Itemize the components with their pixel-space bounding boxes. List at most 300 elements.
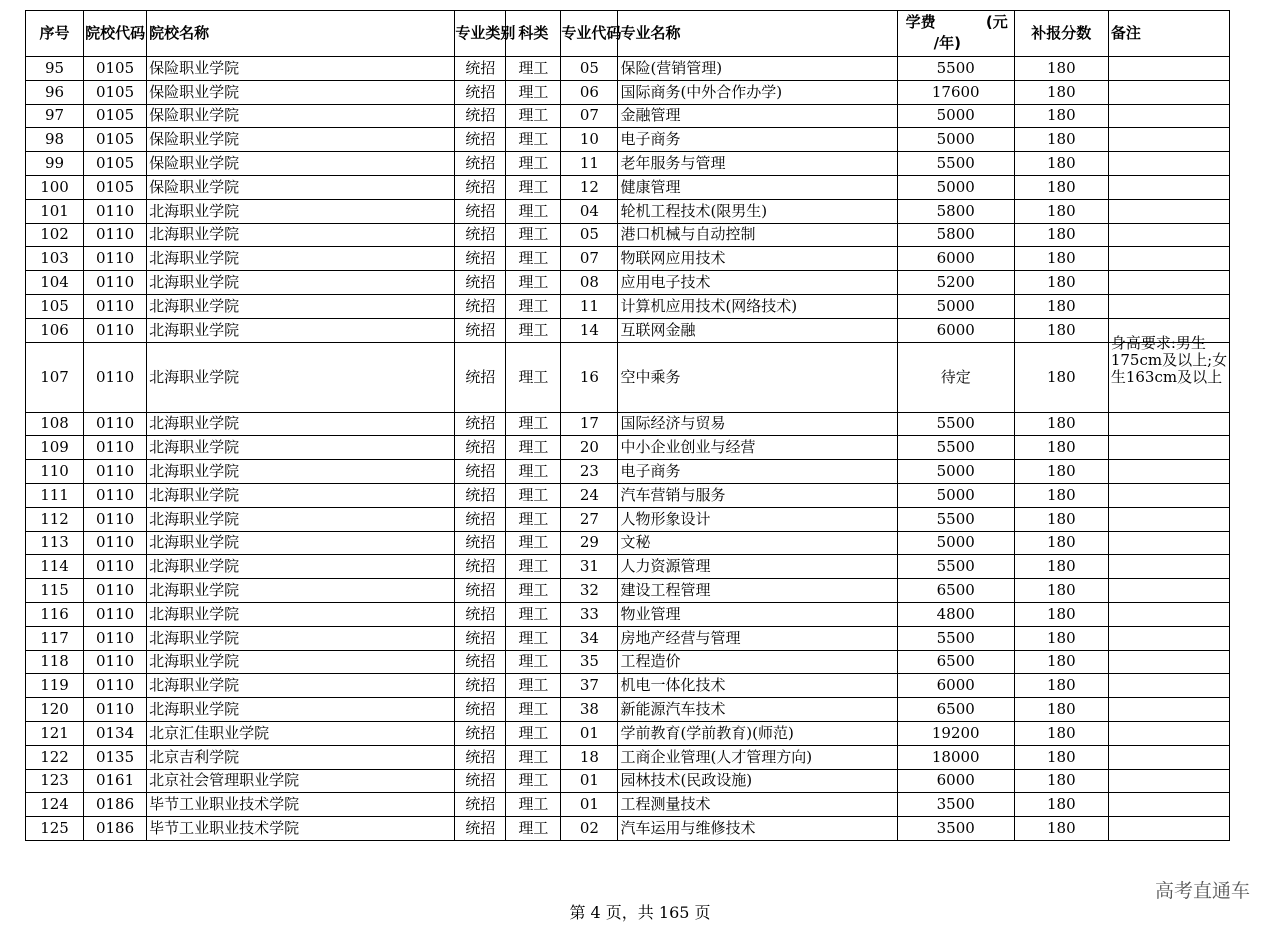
cell-major-code: 07	[561, 247, 618, 271]
cell-major-code: 05	[561, 57, 618, 81]
cell-score: 180	[1014, 793, 1108, 817]
cell-seq: 97	[26, 104, 84, 128]
cell-major-code: 18	[561, 745, 618, 769]
table-row	[26, 152, 1230, 176]
cell-major-name: 金融管理	[618, 104, 897, 128]
cell-school-code: 0105	[84, 80, 147, 104]
cell-major-name: 空中乘务	[618, 342, 897, 412]
cell-category: 理工	[506, 175, 561, 199]
cell-note	[1108, 128, 1229, 152]
table-row	[26, 817, 1230, 841]
cell-score: 180	[1014, 128, 1108, 152]
cell-note	[1108, 626, 1229, 650]
cell-major-code: 01	[561, 721, 618, 745]
table-row	[26, 602, 1230, 626]
cell-fee: 6500	[897, 650, 1014, 674]
cell-fee: 6000	[897, 247, 1014, 271]
cell-major-name: 互联网金融	[618, 318, 897, 342]
cell-major-type: 统招	[455, 223, 506, 247]
cell-category: 理工	[506, 342, 561, 412]
cell-major-type: 统招	[455, 650, 506, 674]
cell-school-name: 北海职业学院	[147, 531, 455, 555]
cell-score: 180	[1014, 674, 1108, 698]
cell-school-name: 北海职业学院	[147, 436, 455, 460]
cell-major-name: 国际商务(中外合作办学)	[618, 80, 897, 104]
cell-score: 180	[1014, 436, 1108, 460]
table-row	[26, 769, 1230, 793]
cell-major-code: 10	[561, 128, 618, 152]
table-row	[26, 460, 1230, 484]
cell-major-name: 新能源汽车技术	[618, 698, 897, 722]
cell-fee: 5500	[897, 152, 1014, 176]
cell-score: 180	[1014, 626, 1108, 650]
cell-category: 理工	[506, 318, 561, 342]
cell-seq: 110	[26, 460, 84, 484]
cell-school-name: 保险职业学院	[147, 104, 455, 128]
cell-major-name: 物业管理	[618, 602, 897, 626]
table-row	[26, 412, 1230, 436]
cell-fee: 5000	[897, 175, 1014, 199]
cell-note	[1108, 247, 1229, 271]
cell-major-type: 统招	[455, 579, 506, 603]
cell-school-code: 0105	[84, 104, 147, 128]
cell-major-name: 国际经济与贸易	[618, 412, 897, 436]
cell-major-name: 园林技术(民政设施)	[618, 769, 897, 793]
admission-table	[25, 10, 1230, 841]
cell-category: 理工	[506, 294, 561, 318]
header-row	[26, 11, 1230, 57]
table-row	[26, 531, 1230, 555]
cell-major-code: 14	[561, 318, 618, 342]
cell-fee: 4800	[897, 602, 1014, 626]
header-score: 补报分数	[1014, 11, 1108, 57]
cell-score: 180	[1014, 104, 1108, 128]
cell-major-code: 01	[561, 793, 618, 817]
cell-note	[1108, 80, 1229, 104]
cell-fee: 6500	[897, 698, 1014, 722]
cell-school-code: 0135	[84, 745, 147, 769]
cell-category: 理工	[506, 152, 561, 176]
cell-fee: 18000	[897, 745, 1014, 769]
table-row	[26, 247, 1230, 271]
header-major-type: 专业类别	[455, 11, 506, 57]
table-row	[26, 271, 1230, 295]
cell-school-name: 北海职业学院	[147, 579, 455, 603]
cell-major-name: 建设工程管理	[618, 579, 897, 603]
cell-seq: 100	[26, 175, 84, 199]
table-row	[26, 650, 1230, 674]
cell-major-name: 工程测量技术	[618, 793, 897, 817]
cell-category: 理工	[506, 199, 561, 223]
cell-score: 180	[1014, 817, 1108, 841]
cell-school-code: 0110	[84, 436, 147, 460]
cell-note	[1108, 436, 1229, 460]
header-seq: 序号	[26, 11, 84, 57]
cell-seq: 98	[26, 128, 84, 152]
cell-category: 理工	[506, 247, 561, 271]
cell-major-code: 33	[561, 602, 618, 626]
cell-major-code: 24	[561, 483, 618, 507]
cell-category: 理工	[506, 531, 561, 555]
cell-school-name: 北海职业学院	[147, 199, 455, 223]
cell-note	[1108, 460, 1229, 484]
cell-major-type: 统招	[455, 531, 506, 555]
cell-seq: 106	[26, 318, 84, 342]
cell-major-type: 统招	[455, 769, 506, 793]
cell-school-code: 0110	[84, 318, 147, 342]
cell-fee: 19200	[897, 721, 1014, 745]
cell-school-name: 北海职业学院	[147, 247, 455, 271]
cell-score: 180	[1014, 555, 1108, 579]
cell-major-type: 统招	[455, 199, 506, 223]
cell-school-name: 毕节工业职业技术学院	[147, 793, 455, 817]
header-major-name: 专业名称	[618, 11, 897, 57]
cell-note	[1108, 333, 1229, 412]
cell-note	[1108, 721, 1229, 745]
cell-school-code: 0110	[84, 223, 147, 247]
cell-school-name: 北海职业学院	[147, 626, 455, 650]
cell-major-code: 12	[561, 175, 618, 199]
cell-school-code: 0110	[84, 555, 147, 579]
cell-major-type: 统招	[455, 602, 506, 626]
cell-major-name: 港口机械与自动控制	[618, 223, 897, 247]
cell-fee: 5500	[897, 412, 1014, 436]
cell-fee: 5000	[897, 294, 1014, 318]
cell-score: 180	[1014, 745, 1108, 769]
cell-note	[1108, 412, 1229, 436]
cell-school-code: 0110	[84, 531, 147, 555]
cell-major-name: 工商企业管理(人才管理方向)	[618, 745, 897, 769]
cell-fee: 5500	[897, 626, 1014, 650]
cell-category: 理工	[506, 460, 561, 484]
cell-fee: 5800	[897, 199, 1014, 223]
header-note: 备注	[1108, 11, 1229, 57]
table-row	[26, 436, 1230, 460]
cell-major-name: 学前教育(学前教育)(师范)	[618, 721, 897, 745]
cell-school-code: 0110	[84, 412, 147, 436]
table-body	[26, 57, 1230, 841]
cell-note	[1108, 579, 1229, 603]
cell-seq: 122	[26, 745, 84, 769]
cell-school-name: 北海职业学院	[147, 223, 455, 247]
cell-seq: 109	[26, 436, 84, 460]
cell-category: 理工	[506, 698, 561, 722]
cell-school-code: 0186	[84, 817, 147, 841]
cell-school-code: 0110	[84, 602, 147, 626]
cell-score: 180	[1014, 175, 1108, 199]
cell-seq: 102	[26, 223, 84, 247]
header-category: 科类	[506, 11, 561, 57]
cell-school-name: 北海职业学院	[147, 318, 455, 342]
cell-fee: 6000	[897, 318, 1014, 342]
cell-major-name: 老年服务与管理	[618, 152, 897, 176]
cell-category: 理工	[506, 626, 561, 650]
cell-major-type: 统招	[455, 57, 506, 81]
cell-seq: 96	[26, 80, 84, 104]
cell-fee: 待定	[897, 342, 1014, 412]
cell-note	[1108, 531, 1229, 555]
cell-school-code: 0110	[84, 294, 147, 318]
cell-school-name: 北海职业学院	[147, 412, 455, 436]
cell-school-name: 北海职业学院	[147, 602, 455, 626]
cell-score: 180	[1014, 223, 1108, 247]
table-row	[26, 721, 1230, 745]
cell-category: 理工	[506, 817, 561, 841]
cell-seq: 114	[26, 555, 84, 579]
cell-fee: 5000	[897, 128, 1014, 152]
cell-category: 理工	[506, 412, 561, 436]
cell-category: 理工	[506, 104, 561, 128]
cell-category: 理工	[506, 793, 561, 817]
cell-seq: 105	[26, 294, 84, 318]
cell-note	[1108, 199, 1229, 223]
cell-category: 理工	[506, 602, 561, 626]
cell-major-type: 统招	[455, 152, 506, 176]
cell-major-type: 统招	[455, 626, 506, 650]
cell-major-name: 汽车营销与服务	[618, 483, 897, 507]
cell-major-code: 11	[561, 294, 618, 318]
cell-note	[1108, 555, 1229, 579]
cell-major-name: 健康管理	[618, 175, 897, 199]
cell-school-name: 北海职业学院	[147, 294, 455, 318]
cell-major-type: 统招	[455, 745, 506, 769]
cell-fee: 5000	[897, 460, 1014, 484]
cell-major-code: 04	[561, 199, 618, 223]
cell-school-name: 保险职业学院	[147, 80, 455, 104]
table-row	[26, 199, 1230, 223]
cell-score: 180	[1014, 602, 1108, 626]
cell-major-type: 统招	[455, 271, 506, 295]
cell-seq: 118	[26, 650, 84, 674]
table-row	[26, 223, 1230, 247]
cell-major-name: 人力资源管理	[618, 555, 897, 579]
cell-school-name: 保险职业学院	[147, 152, 455, 176]
table-row	[26, 80, 1230, 104]
header-fee-label: 学费	[905, 13, 936, 31]
cell-school-name: 保险职业学院	[147, 175, 455, 199]
cell-major-code: 07	[561, 104, 618, 128]
cell-major-code: 27	[561, 507, 618, 531]
cell-major-code: 23	[561, 460, 618, 484]
cell-category: 理工	[506, 745, 561, 769]
cell-major-name: 电子商务	[618, 460, 897, 484]
cell-major-name: 人物形象设计	[618, 507, 897, 531]
cell-school-name: 北海职业学院	[147, 483, 455, 507]
cell-school-name: 北京社会管理职业学院	[147, 769, 455, 793]
note-text: 身高要求:男生175cm及以上;女生163cm及以上	[1110, 333, 1228, 386]
cell-seq: 107	[26, 342, 84, 412]
cell-note	[1108, 104, 1229, 128]
table-row	[26, 294, 1230, 318]
cell-major-code: 05	[561, 223, 618, 247]
cell-major-type: 统招	[455, 674, 506, 698]
cell-fee: 6000	[897, 769, 1014, 793]
cell-score: 180	[1014, 650, 1108, 674]
cell-fee: 5000	[897, 531, 1014, 555]
page-footer: 第 4 页，共 165 页	[569, 903, 711, 922]
cell-note	[1108, 769, 1229, 793]
cell-score: 180	[1014, 271, 1108, 295]
cell-major-code: 31	[561, 555, 618, 579]
cell-major-type: 统招	[455, 294, 506, 318]
cell-category: 理工	[506, 507, 561, 531]
cell-major-code: 29	[561, 531, 618, 555]
table-row	[26, 626, 1230, 650]
table-row	[26, 342, 1230, 412]
table-row	[26, 555, 1230, 579]
cell-fee: 6000	[897, 674, 1014, 698]
cell-school-name: 北海职业学院	[147, 342, 455, 412]
cell-major-type: 统招	[455, 460, 506, 484]
cell-fee: 5000	[897, 483, 1014, 507]
cell-school-name: 北京汇佳职业学院	[147, 721, 455, 745]
cell-major-code: 32	[561, 579, 618, 603]
cell-major-code: 35	[561, 650, 618, 674]
cell-seq: 119	[26, 674, 84, 698]
cell-major-type: 统招	[455, 555, 506, 579]
cell-major-type: 统招	[455, 793, 506, 817]
cell-major-type: 统招	[455, 436, 506, 460]
cell-seq: 101	[26, 199, 84, 223]
cell-major-type: 统招	[455, 412, 506, 436]
cell-seq: 113	[26, 531, 84, 555]
cell-seq: 103	[26, 247, 84, 271]
cell-score: 180	[1014, 412, 1108, 436]
cell-major-type: 统招	[455, 698, 506, 722]
cell-seq: 115	[26, 579, 84, 603]
cell-score: 180	[1014, 483, 1108, 507]
cell-fee: 5500	[897, 57, 1014, 81]
cell-category: 理工	[506, 57, 561, 81]
cell-major-name: 电子商务	[618, 128, 897, 152]
cell-major-name: 保险(营销管理)	[618, 57, 897, 81]
cell-note	[1108, 507, 1229, 531]
cell-major-type: 统招	[455, 80, 506, 104]
cell-seq: 111	[26, 483, 84, 507]
table-row	[26, 579, 1230, 603]
cell-major-type: 统招	[455, 507, 506, 531]
cell-major-code: 17	[561, 412, 618, 436]
cell-school-name: 北京吉利学院	[147, 745, 455, 769]
cell-score: 180	[1014, 318, 1108, 342]
cell-note	[1108, 175, 1229, 199]
cell-score: 180	[1014, 769, 1108, 793]
cell-seq: 104	[26, 271, 84, 295]
cell-major-name: 汽车运用与维修技术	[618, 817, 897, 841]
cell-seq: 116	[26, 602, 84, 626]
cell-seq: 121	[26, 721, 84, 745]
cell-school-code: 0110	[84, 342, 147, 412]
cell-major-code: 08	[561, 271, 618, 295]
cell-fee: 5200	[897, 271, 1014, 295]
cell-school-code: 0105	[84, 57, 147, 81]
cell-school-code: 0110	[84, 626, 147, 650]
cell-note	[1108, 745, 1229, 769]
cell-score: 180	[1014, 57, 1108, 81]
cell-school-name: 北海职业学院	[147, 271, 455, 295]
cell-major-code: 06	[561, 80, 618, 104]
cell-major-type: 统招	[455, 483, 506, 507]
cell-seq: 124	[26, 793, 84, 817]
cell-major-name: 机电一体化技术	[618, 674, 897, 698]
cell-category: 理工	[506, 483, 561, 507]
cell-school-code: 0110	[84, 507, 147, 531]
cell-category: 理工	[506, 128, 561, 152]
header-fee-unit-2: /年)	[933, 34, 962, 52]
cell-fee: 6500	[897, 579, 1014, 603]
cell-fee: 5500	[897, 436, 1014, 460]
cell-score: 180	[1014, 579, 1108, 603]
cell-seq: 123	[26, 769, 84, 793]
cell-major-name: 文秘	[618, 531, 897, 555]
cell-fee: 3500	[897, 817, 1014, 841]
cell-school-name: 北海职业学院	[147, 674, 455, 698]
cell-note	[1108, 294, 1229, 318]
cell-school-name: 北海职业学院	[147, 650, 455, 674]
cell-major-code: 11	[561, 152, 618, 176]
table-row	[26, 318, 1230, 342]
header-school-name: 院校名称	[147, 11, 455, 57]
cell-score: 180	[1014, 460, 1108, 484]
cell-major-name: 计算机应用技术(网络技术)	[618, 294, 897, 318]
cell-category: 理工	[506, 223, 561, 247]
cell-major-name: 物联网应用技术	[618, 247, 897, 271]
cell-note	[1108, 271, 1229, 295]
cell-note	[1108, 817, 1229, 841]
cell-score: 180	[1014, 507, 1108, 531]
cell-major-name: 中小企业创业与经营	[618, 436, 897, 460]
cell-fee: 5800	[897, 223, 1014, 247]
cell-school-code: 0134	[84, 721, 147, 745]
watermark: 高考直通车	[1154, 880, 1250, 902]
cell-major-code: 16	[561, 342, 618, 412]
cell-major-code: 01	[561, 769, 618, 793]
cell-fee: 5500	[897, 507, 1014, 531]
cell-major-code: 34	[561, 626, 618, 650]
cell-major-code: 38	[561, 698, 618, 722]
cell-school-name: 北海职业学院	[147, 698, 455, 722]
cell-school-code: 0110	[84, 650, 147, 674]
cell-score: 180	[1014, 721, 1108, 745]
table-row	[26, 698, 1230, 722]
cell-school-name: 保险职业学院	[147, 128, 455, 152]
cell-major-name: 房地产经营与管理	[618, 626, 897, 650]
table-row	[26, 128, 1230, 152]
cell-note	[1108, 674, 1229, 698]
cell-category: 理工	[506, 555, 561, 579]
header-school-code: 院校代码	[84, 11, 147, 57]
cell-score: 180	[1014, 152, 1108, 176]
cell-major-type: 统招	[455, 247, 506, 271]
header-major-code: 专业代码	[561, 11, 618, 57]
cell-school-name: 北海职业学院	[147, 507, 455, 531]
cell-major-type: 统招	[455, 318, 506, 342]
cell-school-code: 0110	[84, 483, 147, 507]
table-row	[26, 483, 1230, 507]
cell-seq: 125	[26, 817, 84, 841]
cell-category: 理工	[506, 769, 561, 793]
cell-school-name: 北海职业学院	[147, 555, 455, 579]
table-row	[26, 57, 1230, 81]
cell-score: 180	[1014, 80, 1108, 104]
cell-school-name: 保险职业学院	[147, 57, 455, 81]
cell-major-type: 统招	[455, 175, 506, 199]
cell-score: 180	[1014, 294, 1108, 318]
cell-note	[1108, 223, 1229, 247]
cell-note	[1108, 650, 1229, 674]
cell-school-code: 0105	[84, 152, 147, 176]
cell-fee: 17600	[897, 80, 1014, 104]
